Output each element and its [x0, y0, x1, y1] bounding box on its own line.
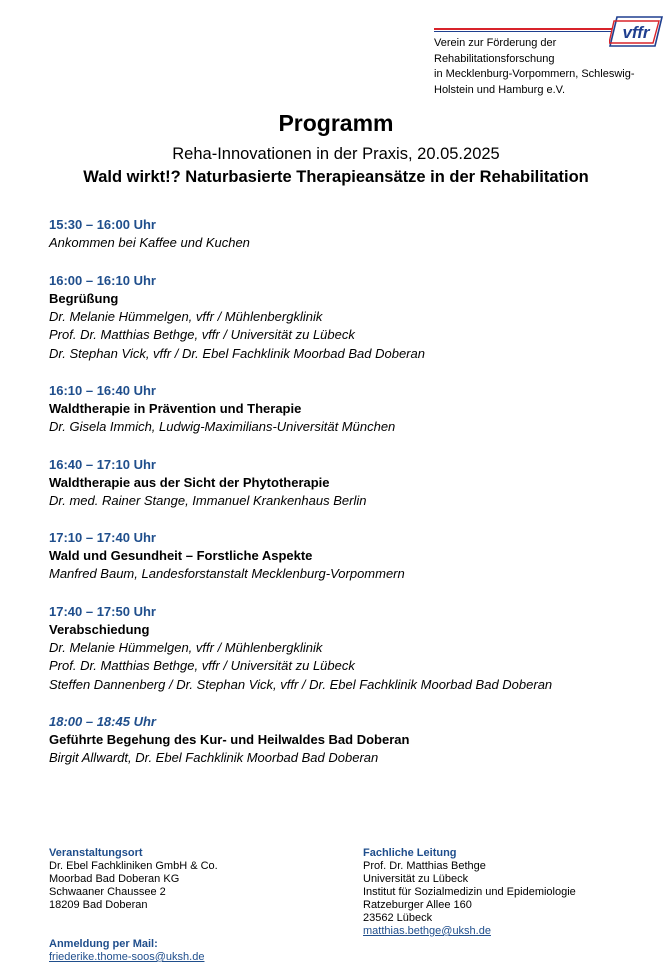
session-title: Geführte Begehung des Kur- und Heilwaldes Bad Doberan	[49, 732, 410, 747]
lead-line: Institut für Sozialmedizin und Epidemiologie	[363, 886, 576, 898]
venue-line: Dr. Ebel Fachkliniken GmbH & Co.	[49, 860, 218, 872]
session-title: Verabschiedung	[49, 621, 150, 637]
session-time: 17:40 – 17:50 Uhr	[49, 603, 156, 619]
session-speaker: Dr. med. Rainer Stange, Immanuel Krankenhaus Berlin	[49, 492, 367, 508]
session	[49, 529, 649, 584]
session-speaker: Manfred Baum, Landesforstanstalt Mecklenburg-Vorpommern	[49, 566, 405, 581]
session-speaker: Dr. Stephan Vick, vffr / Dr. Ebel Fachklinik Moorbad Bad Doberan	[49, 345, 425, 361]
session-speaker: Prof. Dr. Matthias Bethge, vffr / Universität zu Lübeck	[49, 658, 355, 673]
lead-line: 23562 Lübeck	[363, 912, 433, 924]
session-time: 18:00 – 18:45 Uhr	[49, 714, 156, 729]
lead-block	[363, 847, 576, 938]
session-note: Ankommen bei Kaffee und Kuchen	[49, 235, 250, 250]
session-speaker: Prof. Dr. Matthias Bethge, vffr / Universität zu Lübeck	[49, 327, 355, 342]
session-speaker: Steffen Dannenberg / Dr. Stephan Vick, vffr / Dr. Ebel Fachklinik Moorbad Bad Doberan	[49, 676, 553, 692]
logo-text: vffr	[622, 23, 650, 42]
session-speaker: Dr. Melanie Hümmelgen, vffr / Mühlenbergklinik	[49, 639, 323, 655]
session-speaker: Birgit Allwardt, Dr. Ebel Fachklinik Moorbad Bad Doberan	[49, 750, 379, 765]
event-theme: Wald wirkt!? Naturbasierte Therapieansätze in der Rehabilitation	[83, 168, 589, 186]
session-speaker: Dr. Melanie Hümmelgen, vffr / Mühlenbergklinik	[49, 308, 323, 324]
session-title: Wald und Gesundheit – Forstliche Aspekte	[49, 548, 313, 563]
session	[49, 216, 649, 253]
event-subtitle: Reha-Innovationen in der Praxis, 20.05.2025	[172, 145, 500, 163]
org-line: Verein zur Förderung der	[434, 37, 557, 49]
header-rule-blue	[434, 31, 612, 32]
venue-block	[49, 847, 218, 912]
session-time: 16:10 – 16:40 Uhr	[49, 383, 156, 398]
lead-email-link[interactable]: matthias.bethge@uksh.de	[363, 925, 491, 937]
registration-email-link[interactable]: friederike.thome-soos@uksh.de	[49, 951, 205, 963]
organization-name	[434, 36, 664, 98]
session	[49, 382, 649, 437]
session-title: Begrüßung	[49, 290, 119, 306]
session	[49, 272, 649, 364]
session	[49, 456, 649, 511]
registration-heading: Anmeldung per Mail:	[49, 938, 158, 950]
session-time: 16:00 – 16:10 Uhr	[49, 272, 156, 288]
session-time: 15:30 – 16:00 Uhr	[49, 217, 156, 232]
venue-line: Moorbad Bad Doberan KG	[49, 873, 180, 885]
programme-list	[49, 216, 649, 787]
lead-line: Ratzeburger Allee 160	[363, 899, 472, 911]
lead-line: Universität zu Lübeck	[363, 873, 469, 885]
org-line: Holstein und Hamburg e.V.	[434, 83, 566, 96]
venue-line: 18209 Bad Doberan	[49, 899, 148, 911]
lead-line: Prof. Dr. Matthias Bethge	[363, 860, 486, 872]
session-title: Waldtherapie aus der Sicht der Phytotherapie	[49, 474, 330, 490]
venue-heading: Veranstaltungsort	[49, 847, 143, 859]
venue-line: Schwaaner Chaussee 2	[49, 886, 166, 898]
org-line: Rehabilitationsforschung	[434, 52, 555, 65]
page-title: Programm	[278, 110, 394, 136]
session-time: 16:40 – 17:10 Uhr	[49, 456, 156, 472]
session	[49, 713, 649, 768]
session-speaker: Dr. Gisela Immich, Ludwig-Maximilians-Universität München	[49, 419, 396, 434]
org-line: in Mecklenburg-Vorpommern, Schleswig-	[434, 68, 635, 80]
session-time: 17:10 – 17:40 Uhr	[49, 530, 156, 545]
registration-block	[49, 938, 204, 964]
lead-heading: Fachliche Leitung	[363, 847, 457, 859]
session-title: Waldtherapie in Prävention und Therapie	[49, 401, 302, 416]
session	[49, 603, 649, 695]
header-rule-red	[434, 28, 612, 30]
